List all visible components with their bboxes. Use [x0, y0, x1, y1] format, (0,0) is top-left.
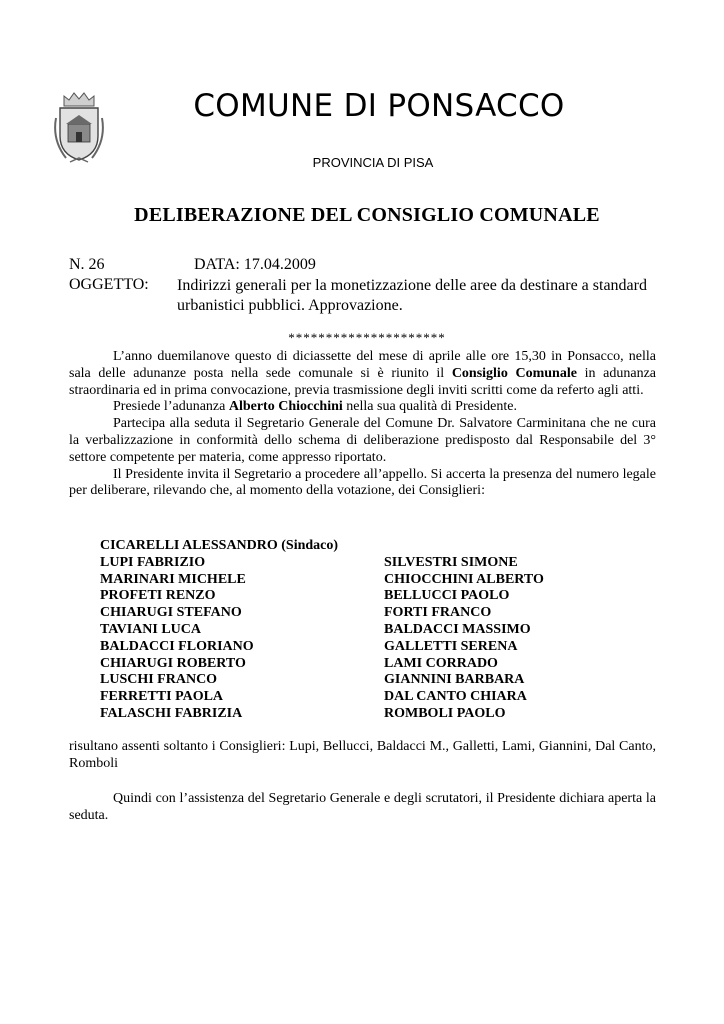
councillor-name: FALASCHI FABRIZIA: [100, 705, 243, 721]
councillor-name: BALDACCI FLORIANO: [100, 638, 254, 654]
councillor-name: LUSCHI FRANCO: [100, 672, 218, 688]
comune-title: COMUNE DI PONSACCO: [193, 88, 565, 124]
closing-paragraph: Quindi con l’assistenza del Segretario Generale e degli scrutatori, il Presidente dichiara aperta la seduta.: [69, 791, 656, 823]
subject-label: OGGETTO:: [69, 276, 149, 293]
councillor-name: CHIOCCHINI ALBERTO: [384, 571, 544, 587]
paragraph-roll-call: Il Presidente invita il Segretario a procedere all’appello. Si accerta la presenza del numero legale per deliberare, rilevando che, al momento della votazione, dei Consiglieri:: [69, 466, 656, 499]
councillor-name: GALLETTI SERENA: [384, 638, 518, 654]
councillor-name: BELLUCCI PAOLO: [384, 588, 510, 604]
councillor-name: TAVIANI LUCA: [100, 621, 202, 637]
provincia-subtitle: PROVINCIA DI PISA: [312, 155, 434, 170]
document-title: DELIBERAZIONE DEL CONSIGLIO COMUNALE: [134, 204, 600, 226]
deliberation-number: N. 26: [69, 256, 105, 273]
councillor-name: FORTI FRANCO: [384, 605, 492, 621]
councillors-right-column: [384, 555, 544, 723]
paragraph-opening: L’anno duemilanove questo di diciassette del mese di aprile alle ore 15,30 in Ponsacco, nella sala delle adunanze posta nella sede comunale si è riunito il Consiglio Comunale in adunanza straordinaria ed in prima convocazione, previa trasmissione degli inviti scritti come da referto agli atti.: [69, 349, 657, 398]
subject-text: Indirizzi generali per la monetizzazione delle aree da destinare a standard urbanistici pubblici. Approvazione.: [177, 277, 647, 314]
paragraph-secretary: Partecipa alla seduta il Segretario Generale del Comune Dr. Salvatore Carminitana che ne cura la verbalizzazione in conformità dello schema di deliberazione predisposto dal Responsabile del 3° settore competente per materia, come appresso riportato.: [69, 416, 656, 465]
councillor-name: FERRETTI PAOLA: [100, 689, 224, 705]
absent-councillors: risultano assenti soltanto i Consiglieri: Lupi, Bellucci, Baldacci M., Galletti, Lami, Giannini, Dal Canto, Romboli: [69, 739, 656, 771]
councillor-name: ROMBOLI PAOLO: [384, 705, 506, 721]
councillor-name: BALDACCI MASSIMO: [384, 621, 531, 637]
councillor-name: LUPI FABRIZIO: [100, 554, 206, 570]
councillor-name: CICARELLI ALESSANDRO (Sindaco): [100, 538, 339, 553]
paragraph-president: Presiede l’adunanza Alberto Chiocchini nella sua qualità di Presidente.: [113, 399, 517, 415]
councillor-name: LAMI CORRADO: [384, 655, 498, 671]
councillor-name: SILVESTRI SIMONE: [384, 554, 518, 570]
councillor-name: PROFETI RENZO: [100, 588, 216, 604]
deliberation-date: DATA: 17.04.2009: [194, 256, 316, 273]
councillors-left-column: [100, 538, 338, 723]
separator: *********************: [288, 330, 446, 345]
councillor-name: MARINARI MICHELE: [100, 571, 246, 587]
body-text: [69, 349, 656, 500]
councillor-name: CHIARUGI STEFANO: [100, 605, 242, 621]
councillor-name: CHIARUGI ROBERTO: [100, 655, 246, 671]
councillor-name: GIANNINI BARBARA: [384, 672, 525, 688]
councillor-name: DAL CANTO CHIARA: [384, 689, 527, 705]
